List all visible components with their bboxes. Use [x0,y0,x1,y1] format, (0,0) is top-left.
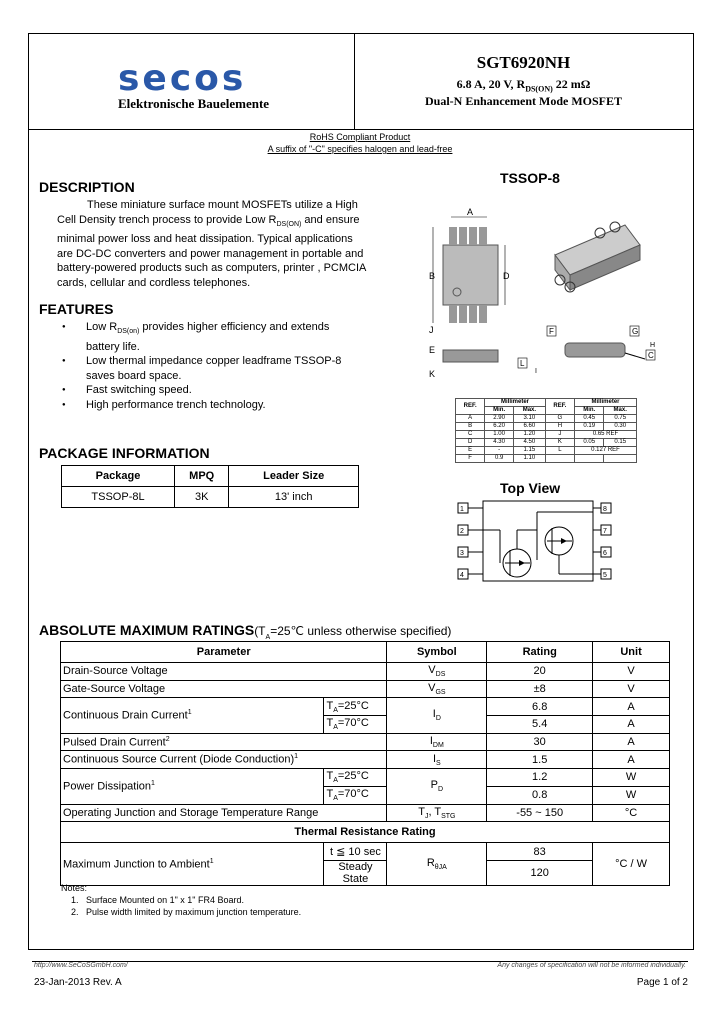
svg-text:A: A [467,207,474,217]
footer-page: Page 1 of 2 [636,977,688,988]
svg-text:1: 1 [460,506,464,513]
ratings-title: ABSOLUTE MAXIMUM $RATINGS(T_A=25℃$ unless otherwise specified) [39,622,452,642]
halogen-note: A suffix of "-C" specifies halogen and lead-free [267,144,453,154]
svg-text:8: 8 [603,506,607,513]
device-type: Dual-N Enhancement Mode MOSFET [424,94,622,108]
dimensions-table: REF. Millimeter REF. Millimeter Min. Max. Min. Max. A 2.90 3.10 G 0.45 0.75 B 6.20 6.60 H 0.19 0.30 C 1.00 1.20 J 0.65 REF D 4.30 4.50 K 0.05 0.15 E - 1.15 L 0.127 REF F 0.9 1.10 [455,398,637,463]
spec-line: 6.8 A, 20 V, $R_{DS(ON)}$ 22 mΩ [456,77,591,94]
footer-date: 23-Jan-2013 Rev. A [34,977,122,988]
feature-item: ● Low thermal impedance copper leadframe TSSOP-8 saves board space. [62,354,341,383]
svg-text:4: 4 [460,572,464,579]
top-view-schematic [455,500,615,585]
svg-text:G: G [632,327,639,336]
part-number: SGT6920NH [476,53,571,72]
footer-disclaimer: Any changes of specification will not be informed individually. [497,962,686,969]
package-drawing-title: TSSOP-8 [500,170,560,186]
dimension-row: A 2.90 3.10 G 0.45 0.75 [456,415,637,423]
svg-text:D: D [503,271,510,281]
dimension-row: F 0.9 1.10 [456,455,637,463]
svg-text:I: I [535,368,537,375]
ratings-table: Parameter Symbol Rating Unit Drain-Source Voltage $V_{DS}$ 20 V Gate-Source Voltage $V_{GS}$ ±8 V Continuous Drain Current$^1$ $T_A=25^\circ C$ $I_D$ 6.8 A $T_A=70^\circ C$ 5.4 A Pulsed Drain Current$^2$ $I_{DM}$ 30 A Continuous Source Current (Diode Conduction)$^1$ $I_S$ 1.5 A Power Dissipation$^1$ $T_A=25^\circ C$ $P_D$ 1.2 W $T_A=70^\circ C$ 0.8 W Operating Junction and Storage Temperature Range $T_J$, $T_{STG}$ -55 ~ 150 °C Thermal Resistance Rating Maximum Junction to Ambient$^1$ t ≦ 10 sec $R_{\theta JA}$ 83 °C / W Steady State 120 [60,641,670,886]
dimension-row: B 6.20 6.60 H 0.19 0.30 [456,423,637,431]
dimension-row: E - 1.15 L 0.127 REF [456,447,637,455]
svg-text:E: E [429,345,436,355]
rohs-note: RoHS Compliant Product [309,132,411,142]
svg-text:3: 3 [460,550,464,557]
dimension-row: D 4.30 4.50 K 0.05 0.15 [456,439,637,447]
features-list [62,320,341,412]
top-view-title: Top View [500,480,561,496]
feature-item: ● Low $R_{DS(on)}$ provides higher efficiency and extends battery life. [62,320,341,354]
svg-text:5: 5 [603,572,607,579]
pin-boxes-right [601,503,611,579]
svg-text:L: L [520,359,525,368]
package-info-title: PACKAGE INFORMATION [39,445,210,461]
svg-text:K: K [429,369,436,379]
package-outline-drawing [425,195,665,385]
pin-boxes-left [458,503,468,579]
footer-url: http://www.SeCoSGmbH.com/ [34,962,128,969]
feature-item: ● Fast switching speed. [62,383,341,398]
dimension-row: C 1.00 1.20 J 0.65 REF [456,431,637,439]
svg-text:J: J [429,325,434,335]
notes: Notes: 1. Surface Mounted on 1" x 1" FR4 Board. 2. Pulse width limited by maximum junction temperature. [61,883,302,917]
company-tagline: Elektronische Bauelemente [118,96,270,111]
header-bottom-rule [28,129,693,130]
footer-rule [32,961,688,962]
svg-text:7: 7 [603,528,607,535]
svg-text:2: 2 [460,528,464,535]
svg-text:H: H [650,342,656,349]
svg-text:B: B [429,271,436,281]
company-logo: secos [118,58,247,99]
package-info-table: Package MPQ Leader Size TSSOP-8L 3K 13' inch [61,465,359,508]
description-text: These miniature surface mount MOSFETs utilize a High Cell Density trench process to provide Low $R_{DS(ON)}$ and ensure minimal power loss and heat dissipation. Typical applications are DC-DC converters and power management in portable and battery-powered products such as computers, printer , PCMCIA cards, cellular and cordless telephones. [57,199,367,289]
feature-item: ● High performance trench technology. [62,398,341,413]
svg-text:6: 6 [603,550,607,557]
description-title: DESCRIPTION [39,179,135,195]
svg-text:C: C [648,351,654,360]
features-title: FEATURES [39,301,114,317]
svg-text:F: F [549,327,554,336]
